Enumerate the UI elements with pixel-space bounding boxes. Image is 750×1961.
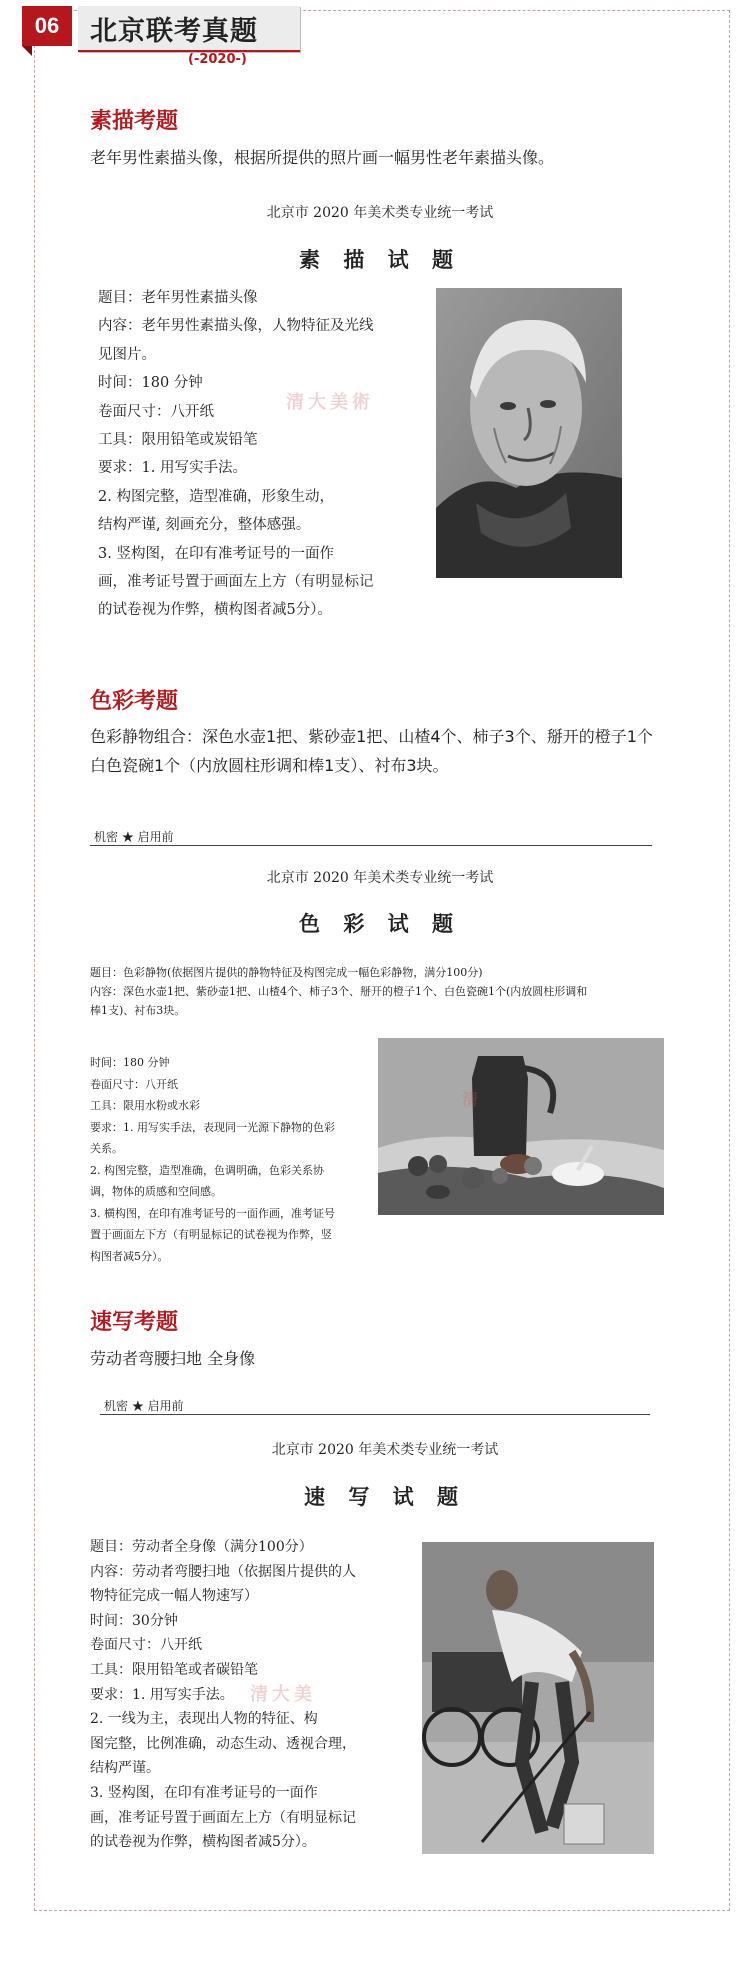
sketch-line: 结构严谨, 刻画充分，整体感强。	[98, 517, 311, 534]
color-heading: 色彩考题	[90, 689, 179, 714]
quick-line: 内容：劳动者弯腰扫地（依据图片提供的人	[90, 1563, 356, 1580]
sketch-description: 老年男性素描头像，根据所提供的照片画一幅男性老年素描头像。	[90, 148, 555, 167]
sketch-line: 要求：1. 用写实手法。	[98, 460, 247, 477]
sketch-line: 见图片。	[98, 346, 156, 363]
color-top-line: 棒1支)、衬布3块。	[90, 1004, 186, 1017]
quick-exam-paper	[90, 1394, 670, 1894]
color-line: 置于画面左下方（有明显标记的试卷视为作弊，竖	[90, 1228, 332, 1241]
quick-line: 工具：限用铅笔或者碳铅笔	[90, 1661, 258, 1678]
sketch-line: 的试卷视为作弊，横构图者减5分）。	[98, 602, 332, 619]
color-exam-paper	[90, 825, 670, 1265]
color-description	[90, 722, 653, 780]
quick-line: 卷面尺寸：八开纸	[90, 1637, 202, 1654]
quick-line: 结构严谨。	[90, 1760, 160, 1777]
page-title: 北京联考真题	[90, 16, 258, 47]
old-man-portrait-photo	[436, 288, 622, 578]
color-top-line: 内容：深色水壶1把、紫砂壶1把、山楂4个、柿子3个、掰开的橙子1个、白色瓷碗1个(内放圆柱形调和	[90, 985, 588, 998]
sketch-exam-title: 素 描 试 题	[299, 247, 461, 272]
sketch-line: 题目：老年男性素描头像	[98, 290, 258, 306]
quick-sketch-heading: 速写考题	[90, 1310, 179, 1335]
quick-exam-text	[90, 1535, 356, 1855]
sketch-exam-text	[98, 284, 374, 625]
color-line: 2. 构图完整，造型准确，色调明确，色彩关系协	[90, 1163, 324, 1177]
color-exam-top-text	[90, 963, 587, 1020]
quick-exam-org: 北京市 2020 年美术类专业统一考试	[271, 1442, 499, 1458]
quick-line: 的试卷视为作弊，横构图者减5分）。	[90, 1834, 316, 1851]
quick-sketch-description: 劳动者弯腰扫地 全身像	[90, 1349, 256, 1368]
badge-number: 06	[22, 6, 72, 46]
worker-illustration	[422, 1542, 654, 1854]
quick-line: 图完整，比例准确，动态生动、透视合理，	[90, 1735, 356, 1752]
quick-line: 要求：1. 用写实手法。	[90, 1686, 234, 1703]
badge-title-box	[78, 6, 300, 67]
color-line: 要求：1. 用写实手法，表现同一光源下静物的色彩	[90, 1120, 335, 1134]
color-exam-org: 北京市 2020 年美术类专业统一考试	[266, 870, 494, 886]
color-exam-title: 色 彩 试 题	[299, 911, 461, 936]
color-line: 卷面尺寸：八开纸	[90, 1077, 178, 1091]
color-line: 3. 横构图，在印有准考证号的一面作画，准考证号	[90, 1206, 335, 1220]
color-line: 调，物体的质感和空间感。	[90, 1185, 222, 1198]
sketch-line: 时间：180 分钟	[98, 375, 203, 392]
quick-confidential-label: 机密 ★ 启用前	[104, 1399, 184, 1413]
quick-line: 物特征完成一幅人物速写）	[90, 1588, 258, 1605]
color-divider	[90, 845, 652, 846]
quick-line: 题目：劳动者全身像（满分100分）	[90, 1539, 313, 1555]
color-line: 关系。	[90, 1142, 123, 1155]
sketch-line: 画，准考证号置于画面左上方（有明显标记	[98, 574, 374, 591]
year-label: (-2020-)	[188, 52, 247, 67]
sketch-line: 内容：老年男性素描头像，人物特征及光线	[98, 318, 374, 335]
color-desc-line: 白色瓷碗1个（内放圆柱形调和棒1支）、衬布3块。	[90, 756, 449, 775]
color-line: 构图者减5分）。	[90, 1249, 169, 1263]
sketch-line: 工具：限用铅笔或炭铅笔	[98, 432, 258, 449]
sketch-line: 卷面尺寸：八开纸	[98, 403, 214, 420]
sketch-exam-org: 北京市 2020 年美术类专业统一考试	[266, 205, 494, 221]
color-top-line: 题目：色彩静物(依据图片提供的静物特征及构图完成一幅色彩静物，满分100分)	[90, 966, 483, 979]
sketch-line: 2. 构图完整，造型准确，形象生动，	[98, 488, 334, 505]
portrait-illustration	[436, 288, 622, 578]
color-line: 时间：180 分钟	[90, 1056, 170, 1069]
quick-line: 3. 竖构图，在印有准考证号的一面作	[90, 1784, 318, 1801]
worker-sweeping-photo	[422, 1542, 654, 1854]
sketch-exam-paper	[90, 196, 670, 656]
quick-divider	[100, 1414, 650, 1415]
sketch-heading: 素描考题	[90, 109, 179, 134]
quick-watermark: 清大美	[250, 1684, 316, 1705]
color-exam-text	[90, 1052, 335, 1267]
sketch-line: 3. 竖构图，在印有准考证号的一面作	[98, 545, 334, 562]
color-desc-line: 色彩静物组合：深色水壶1把、紫砂壶1把、山楂4个、柿子3个、掰开的橙子1个	[90, 727, 653, 746]
still-life-illustration	[378, 1038, 664, 1215]
color-confidential-label: 机密 ★ 启用前	[94, 830, 174, 844]
sketch-watermark: 清大美術	[286, 392, 374, 413]
quick-line: 2. 一线为主，表现出人物的特征、构	[90, 1711, 318, 1728]
still-life-photo	[378, 1038, 664, 1215]
color-watermark: 清	[462, 1090, 483, 1109]
quick-line: 时间：30分钟	[90, 1612, 178, 1629]
color-line: 工具：限用水粉或水彩	[90, 1099, 200, 1112]
quick-line: 画，准考证号置于画面左上方（有明显标记	[90, 1809, 356, 1826]
quick-exam-title: 速 写 试 题	[304, 1484, 466, 1509]
